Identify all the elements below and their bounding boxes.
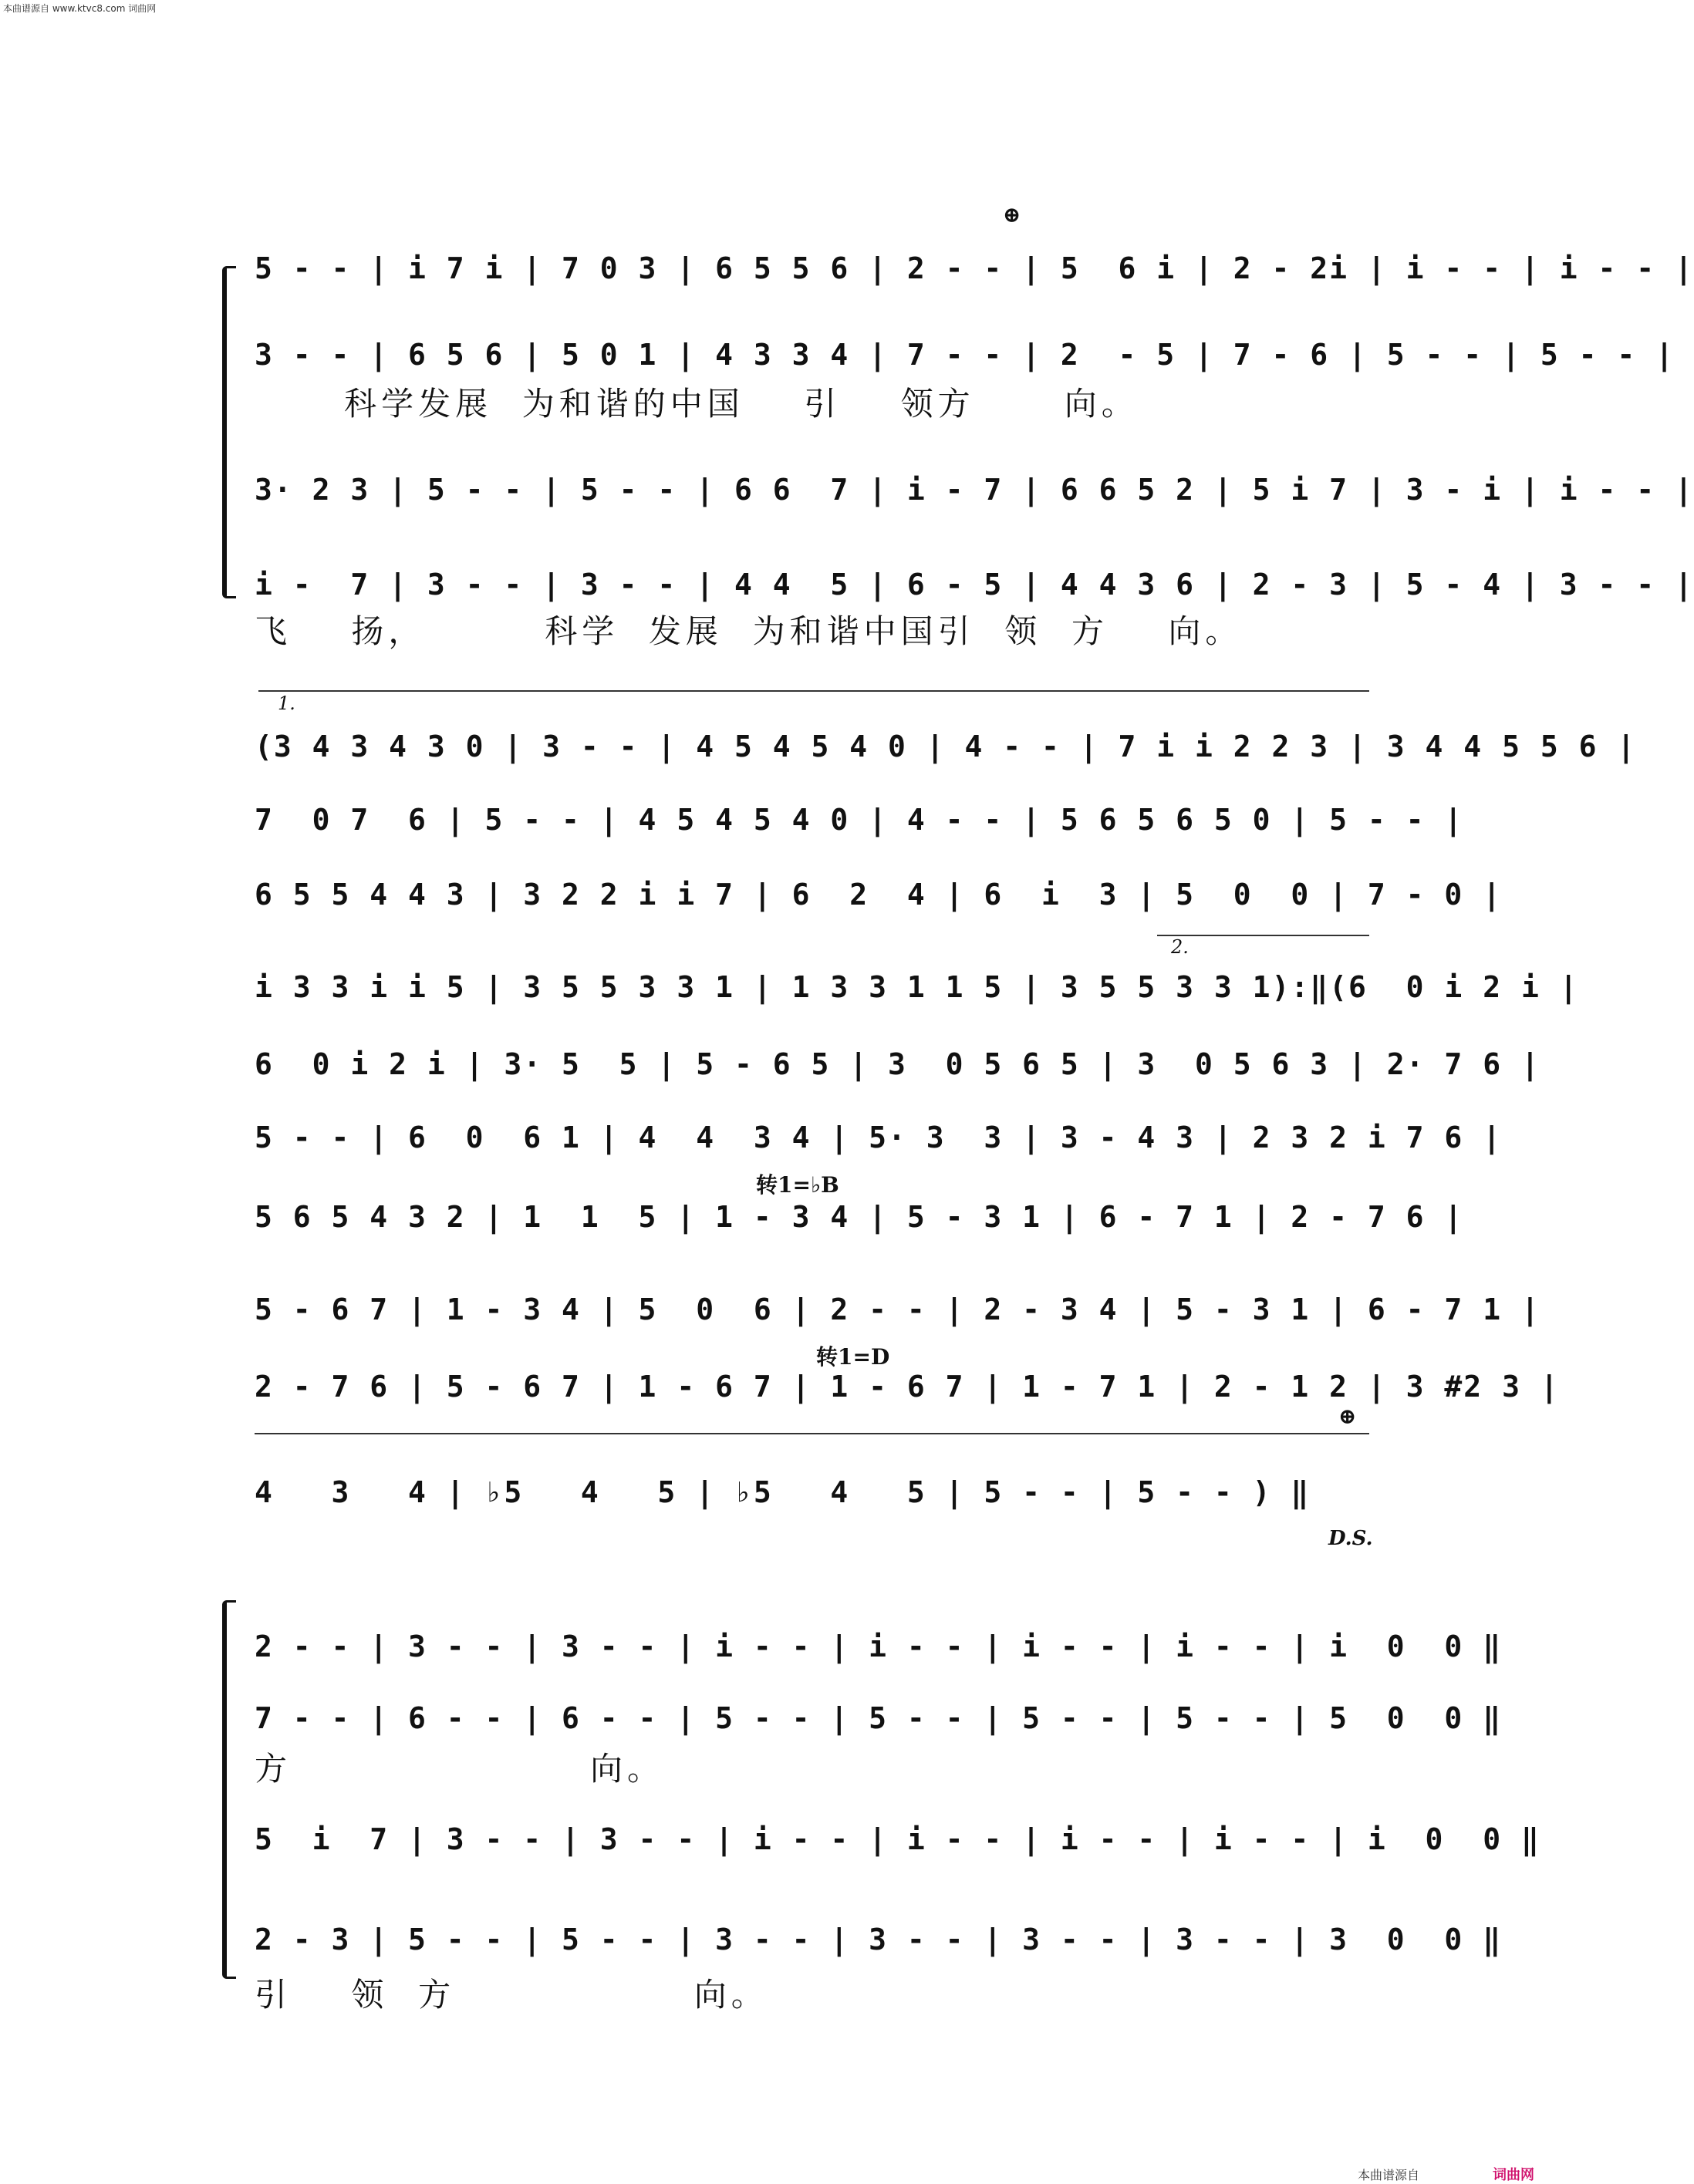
lyric-line-s4: 方 向。 [255,1750,665,1788]
score-line-s5-l1: 5 i 7 | 3 - - | 3 - - | i - - | i - - | i - - | i - - | i 0 0 ‖ [255,1822,1540,1856]
score-line-s3-l7: 5 6 5 4 3 2 | 1 1 5 | 1 - 3 4 | 5 - 3 1 | 6 - 7 1 | 2 - 7 6 | [255,1200,1464,1234]
score-line-s3-l5: 6 0 i 2 i | 3· 5 5 | 5 - 6 5 | 3 0 5 6 5 | 3 0 5 6 3 | 2· 7 6 | [255,1047,1540,1081]
score-line-s4-l1: 2 - - | 3 - - | 3 - - | i - - | i - - | i - - | i - - | i 0 0 ‖ [255,1630,1503,1663]
score-line-s1-l2: 3 - - | 6 5 6 | 5 0 1 | 4 3 3 4 | 7 - - | 2 - 5 | 7 - 6 | 5 - - | 5 - - | [255,338,1675,372]
system-brace-1 [222,266,236,598]
volta-2-label: 2. [1171,936,1189,958]
score-line-s5-l2: 2 - 3 | 5 - - | 5 - - | 3 - - | 3 - - | 3 - - | 3 - - | 3 0 0 ‖ [255,1923,1503,1957]
key-change-1: 转1=♭B [756,1172,839,1198]
key-change-2: 转1=D [816,1344,890,1370]
score-line-s2-l2: i - 7 | 3 - - | 3 - - | 4 4 5 | 6 - 5 | 4 4 3 6 | 2 - 3 | 5 - 4 | 3 - - | [255,568,1694,602]
lyric-line-s1: 科学发展 为和谐的中国 引 领方 向。 [255,385,1139,423]
volta-line-2 [1157,935,1369,936]
ds-label: D.S. [1328,1527,1373,1550]
volta-line-1 [258,690,1369,692]
lyric-line-s5: 引 领 方 向。 [255,1976,768,2014]
score-line-s3-l6: 5 - - | 6 0 6 1 | 4 4 3 4 | 5· 3 3 | 3 - 4 3 | 2 3 2 i 7 6 | [255,1121,1503,1154]
segno-mark: ⊕ [1003,202,1021,228]
watermark-bottom: 本曲谱源自 [1358,2168,1420,2182]
system-brace-2 [222,1600,236,1979]
score-line-s1-l1: 5 - - | i 7 i | 7 0 3 | 6 5 5 6 | 2 - - | 5 6 i | 2 - 2i | i - - | i - - | [255,251,1694,285]
score-line-s3-l2: 7 0 7 6 | 5 - - | 4 5 4 5 4 0 | 4 - - | 5 6 5 6 5 0 | 5 - - | [255,803,1464,837]
score-line-s3-l9: 2 - 7 6 | 5 - 6 7 | 1 - 6 7 | 1 - 6 7 | 1 - 7 1 | 2 - 1 2 | 3 #2 3 | [255,1370,1560,1404]
coda-mark: ⊕ [1338,1404,1357,1429]
watermark-top: 本曲谱源自 www.ktvc8.com 词曲网 [3,3,157,14]
coda-line [255,1433,1369,1434]
score-line-s3-l4: i 3 3 i i 5 | 3 5 5 3 3 1 | 1 3 3 1 1 5 | 3 5 5 3 3 1):‖(6 0 i 2 i | [255,970,1579,1004]
score-line-s4-l2: 7 - - | 6 - - | 6 - - | 5 - - | 5 - - | 5 - - | 5 - - | 5 0 0 ‖ [255,1701,1503,1735]
score-line-s3-l1: (3 4 3 4 3 0 | 3 - - | 4 5 4 5 4 0 | 4 - - | 7 i i 2 2 3 | 3 4 4 5 5 6 | [255,730,1637,763]
lyric-line-s2: 飞 扬， 科学 发展 为和谐中国引 领 方 向。 [255,612,1243,650]
score-line-s3-l10: 4 3 4 | ♭5 4 5 | ♭5 4 5 | 5 - - | 5 - - ) ‖ [255,1475,1311,1509]
score-line-s3-l3: 6 5 5 4 4 3 | 3 2 2 i i 7 | 6 2 4 | 6 i 3 | 5 0 0 | 7 - 0 | [255,878,1503,912]
score-line-s2-l1: 3· 2 3 | 5 - - | 5 - - | 6 6 7 | i - 7 | 6 6 5 2 | 5 i 7 | 3 - i | i - - | [255,473,1694,507]
volta-1-label: 1. [278,693,295,714]
site-logo: 词曲网 [1493,2167,1534,2183]
score-line-s3-l8: 5 - 6 7 | 1 - 3 4 | 5 0 6 | 2 - - | 2 - 3 4 | 5 - 3 1 | 6 - 7 1 | [255,1293,1540,1326]
